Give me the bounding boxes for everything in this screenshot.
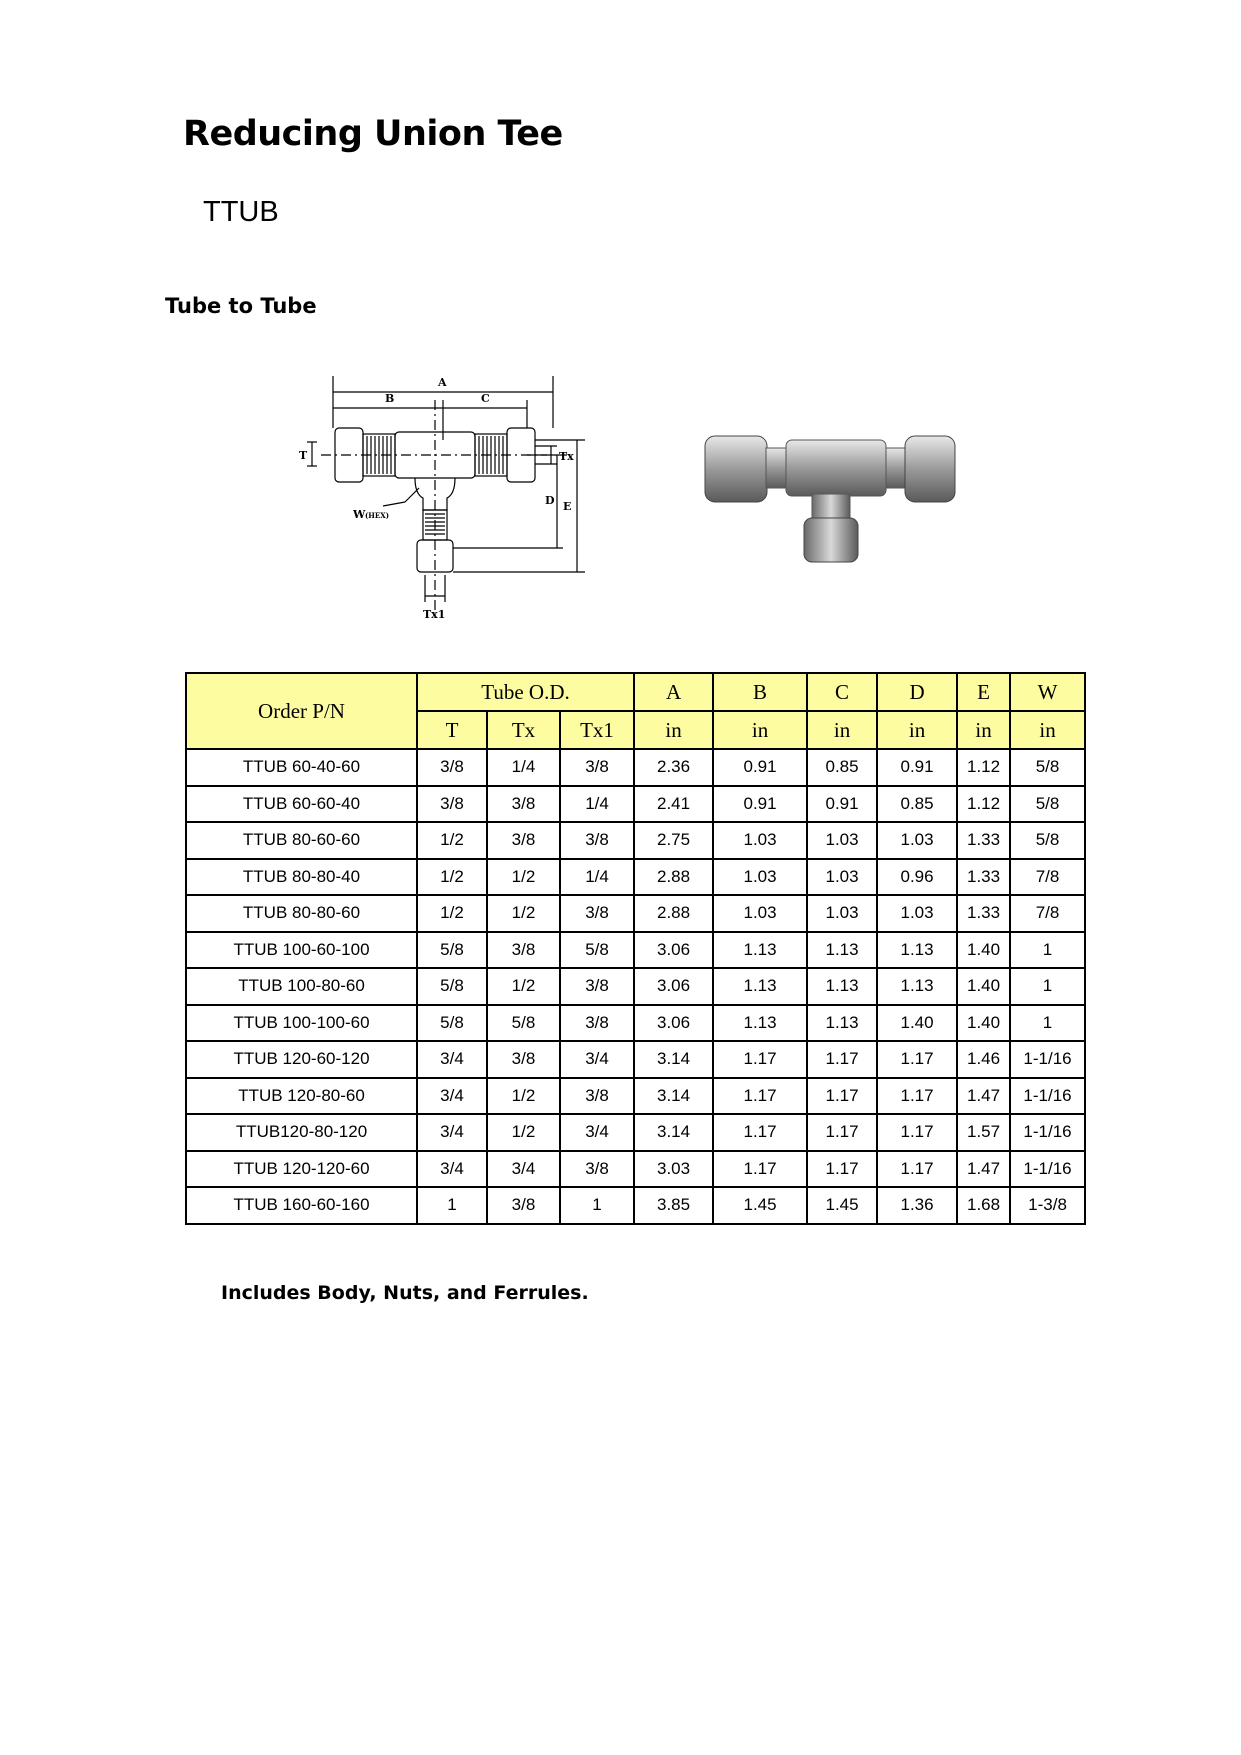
part-number-cell: TTUB 60-40-60: [186, 749, 417, 786]
part-number-cell: TTUB 60-60-40: [186, 786, 417, 823]
table-cell: 1.13: [807, 968, 877, 1005]
table-row: [186, 1078, 1085, 1115]
table-cell: 1.68: [957, 1187, 1010, 1224]
table-cell: 0.85: [877, 786, 957, 823]
table-cell: 1/2: [487, 968, 560, 1005]
table-cell: 1.17: [877, 1078, 957, 1115]
dim-label-tx: Tx: [559, 450, 574, 463]
header-unit: in: [713, 711, 807, 749]
table-cell: 1.36: [877, 1187, 957, 1224]
table-cell: 1.57: [957, 1114, 1010, 1151]
table-cell: 1.17: [877, 1151, 957, 1188]
part-number-cell: TTUB 80-80-40: [186, 859, 417, 896]
table-cell: 1: [560, 1187, 634, 1224]
table-cell: 1.17: [713, 1078, 807, 1115]
table-cell: 3/8: [560, 1151, 634, 1188]
table-row: [186, 1041, 1085, 1078]
header-unit: in: [634, 711, 713, 749]
table-cell: 3.14: [634, 1114, 713, 1151]
table-cell: 0.91: [713, 786, 807, 823]
table-cell: 1.45: [713, 1187, 807, 1224]
table-cell: 1.40: [957, 932, 1010, 969]
dim-label-b: B: [385, 392, 395, 405]
page-title: Reducing Union Tee: [183, 114, 563, 154]
table-cell: 3.14: [634, 1041, 713, 1078]
table-row: [186, 895, 1085, 932]
table-cell: 1.17: [807, 1041, 877, 1078]
table-row: [186, 1114, 1085, 1151]
footnote: Includes Body, Nuts, and Ferrules.: [221, 1282, 589, 1304]
header-sub-tx1: Tx1: [560, 711, 634, 749]
table-cell: 1/2: [487, 859, 560, 896]
table-cell: 0.91: [807, 786, 877, 823]
part-number-cell: TTUB120-80-120: [186, 1114, 417, 1151]
table-cell: 1.13: [877, 968, 957, 1005]
dim-label-w: W: [353, 508, 366, 521]
dim-label-a: A: [438, 376, 447, 389]
table-row: [186, 859, 1085, 896]
table-cell: 3/4: [417, 1078, 487, 1115]
table-cell: 1/4: [560, 786, 634, 823]
table-cell: 1-1/16: [1010, 1078, 1085, 1115]
table-cell: 1/2: [487, 895, 560, 932]
table-cell: 3/4: [560, 1041, 634, 1078]
technical-drawing: [295, 370, 635, 630]
dim-label-c: C: [481, 392, 490, 405]
table-cell: 3/8: [487, 932, 560, 969]
table-cell: 3.03: [634, 1151, 713, 1188]
table-cell: 3.06: [634, 1005, 713, 1042]
table-cell: 5/8: [1010, 822, 1085, 859]
table-cell: 3/8: [560, 895, 634, 932]
table-cell: 1.40: [877, 1005, 957, 1042]
table-cell: 1.33: [957, 822, 1010, 859]
header-row-1: [186, 673, 1085, 711]
header-order-pn: Order P/N: [186, 673, 417, 749]
table-cell: 3/8: [417, 749, 487, 786]
table-row: [186, 822, 1085, 859]
table-cell: 1/4: [487, 749, 560, 786]
header-sub-tx: Tx: [487, 711, 560, 749]
part-number-cell: TTUB 160-60-160: [186, 1187, 417, 1224]
table-cell: 1-1/16: [1010, 1151, 1085, 1188]
header-dim-b: B: [713, 673, 807, 711]
table-cell: 1/2: [417, 859, 487, 896]
table-cell: 1-1/16: [1010, 1114, 1085, 1151]
table-cell: 1-1/16: [1010, 1041, 1085, 1078]
table-cell: 1.13: [713, 1005, 807, 1042]
table-cell: 1/2: [417, 895, 487, 932]
table-cell: 2.88: [634, 895, 713, 932]
table-cell: 3/8: [417, 786, 487, 823]
table-cell: 1.03: [713, 895, 807, 932]
table-cell: 3/4: [560, 1114, 634, 1151]
part-number-cell: TTUB 80-80-60: [186, 895, 417, 932]
table-cell: 3/8: [560, 968, 634, 1005]
product-code: TTUB: [203, 196, 279, 228]
table-cell: 5/8: [1010, 786, 1085, 823]
table-row: [186, 1005, 1085, 1042]
table-cell: 1.03: [807, 822, 877, 859]
dim-label-hex: (HEX): [365, 511, 390, 520]
table-cell: 1.46: [957, 1041, 1010, 1078]
table-cell: 1: [1010, 1005, 1085, 1042]
table-row: [186, 786, 1085, 823]
table-cell: 7/8: [1010, 895, 1085, 932]
header-unit: in: [877, 711, 957, 749]
table-cell: 1.17: [807, 1078, 877, 1115]
table-row: [186, 1151, 1085, 1188]
table-row: [186, 968, 1085, 1005]
part-number-cell: TTUB 80-60-60: [186, 822, 417, 859]
table-cell: 1: [1010, 968, 1085, 1005]
table-cell: 1.47: [957, 1151, 1010, 1188]
table-cell: 3/8: [560, 749, 634, 786]
fitting-photo: [700, 418, 960, 568]
table-cell: 1.13: [877, 932, 957, 969]
part-number-cell: TTUB 100-60-100: [186, 932, 417, 969]
table-cell: 2.41: [634, 786, 713, 823]
table-cell: 3/8: [560, 1078, 634, 1115]
table-cell: 5/8: [417, 932, 487, 969]
table-cell: 1.03: [807, 895, 877, 932]
header-unit: in: [1010, 711, 1085, 749]
header-unit: in: [957, 711, 1010, 749]
spec-table: [185, 672, 1086, 1225]
header-sub-t: T: [417, 711, 487, 749]
table-cell: 1.03: [877, 822, 957, 859]
table-cell: 1: [1010, 932, 1085, 969]
table-cell: 2.75: [634, 822, 713, 859]
table-cell: 1.40: [957, 968, 1010, 1005]
dim-label-d: D: [545, 494, 555, 507]
table-cell: 3/8: [560, 1005, 634, 1042]
table-row: [186, 749, 1085, 786]
table-cell: 1.47: [957, 1078, 1010, 1115]
table-cell: 1.03: [713, 822, 807, 859]
table-cell: 0.91: [877, 749, 957, 786]
table-row: [186, 932, 1085, 969]
table-cell: 1.33: [957, 859, 1010, 896]
table-cell: 3/8: [487, 1187, 560, 1224]
table-cell: 3/4: [487, 1151, 560, 1188]
header-dim-w: W: [1010, 673, 1085, 711]
dim-label-e: E: [563, 500, 572, 513]
table-cell: 1.17: [807, 1114, 877, 1151]
table-cell: 2.88: [634, 859, 713, 896]
table-cell: 1.03: [877, 895, 957, 932]
table-cell: 5/8: [1010, 749, 1085, 786]
part-number-cell: TTUB 120-60-120: [186, 1041, 417, 1078]
table-cell: 1.12: [957, 749, 1010, 786]
header-dim-a: A: [634, 673, 713, 711]
header-unit: in: [807, 711, 877, 749]
table-cell: 3.14: [634, 1078, 713, 1115]
table-cell: 1.45: [807, 1187, 877, 1224]
table-cell: 1.03: [807, 859, 877, 896]
table-cell: 1.17: [877, 1041, 957, 1078]
table-cell: 1/2: [487, 1114, 560, 1151]
table-cell: 1.17: [713, 1114, 807, 1151]
table-cell: 1.33: [957, 895, 1010, 932]
table-cell: 3/8: [487, 822, 560, 859]
table-cell: 7/8: [1010, 859, 1085, 896]
dim-label-t: T: [299, 449, 308, 462]
table-cell: 1.13: [713, 968, 807, 1005]
table-cell: 1/4: [560, 859, 634, 896]
table-cell: 0.85: [807, 749, 877, 786]
table-cell: 1-3/8: [1010, 1187, 1085, 1224]
table-cell: 3.06: [634, 968, 713, 1005]
table-cell: 1/2: [487, 1078, 560, 1115]
table-cell: 1.13: [807, 932, 877, 969]
table-cell: 3.85: [634, 1187, 713, 1224]
table-row: [186, 1187, 1085, 1224]
table-cell: 5/8: [417, 1005, 487, 1042]
dim-label-tx1: Tx1: [423, 608, 446, 621]
table-cell: 3.06: [634, 932, 713, 969]
table-cell: 0.96: [877, 859, 957, 896]
section-subtitle: Tube to Tube: [165, 294, 317, 318]
table-cell: 5/8: [560, 932, 634, 969]
table-cell: 1.17: [713, 1041, 807, 1078]
part-number-cell: TTUB 120-80-60: [186, 1078, 417, 1115]
table-cell: 1.40: [957, 1005, 1010, 1042]
header-tube-od: Tube O.D.: [417, 673, 634, 711]
table-cell: 3/8: [487, 786, 560, 823]
table-cell: 1.17: [807, 1151, 877, 1188]
table-cell: 5/8: [417, 968, 487, 1005]
table-cell: 3/8: [560, 822, 634, 859]
table-cell: 3/8: [487, 1041, 560, 1078]
table-cell: 5/8: [487, 1005, 560, 1042]
header-dim-d: D: [877, 673, 957, 711]
part-number-cell: TTUB 100-100-60: [186, 1005, 417, 1042]
part-number-cell: TTUB 100-80-60: [186, 968, 417, 1005]
table-cell: 1.17: [713, 1151, 807, 1188]
table-cell: 3/4: [417, 1114, 487, 1151]
table-cell: 1: [417, 1187, 487, 1224]
table-cell: 1.12: [957, 786, 1010, 823]
table-cell: 0.91: [713, 749, 807, 786]
table-cell: 2.36: [634, 749, 713, 786]
header-dim-e: E: [957, 673, 1010, 711]
table-cell: 1/2: [417, 822, 487, 859]
header-dim-c: C: [807, 673, 877, 711]
table-cell: 3/4: [417, 1041, 487, 1078]
table-cell: 3/4: [417, 1151, 487, 1188]
part-number-cell: TTUB 120-120-60: [186, 1151, 417, 1188]
table-cell: 1.17: [877, 1114, 957, 1151]
table-cell: 1.03: [713, 859, 807, 896]
table-cell: 1.13: [713, 932, 807, 969]
table-cell: 1.13: [807, 1005, 877, 1042]
